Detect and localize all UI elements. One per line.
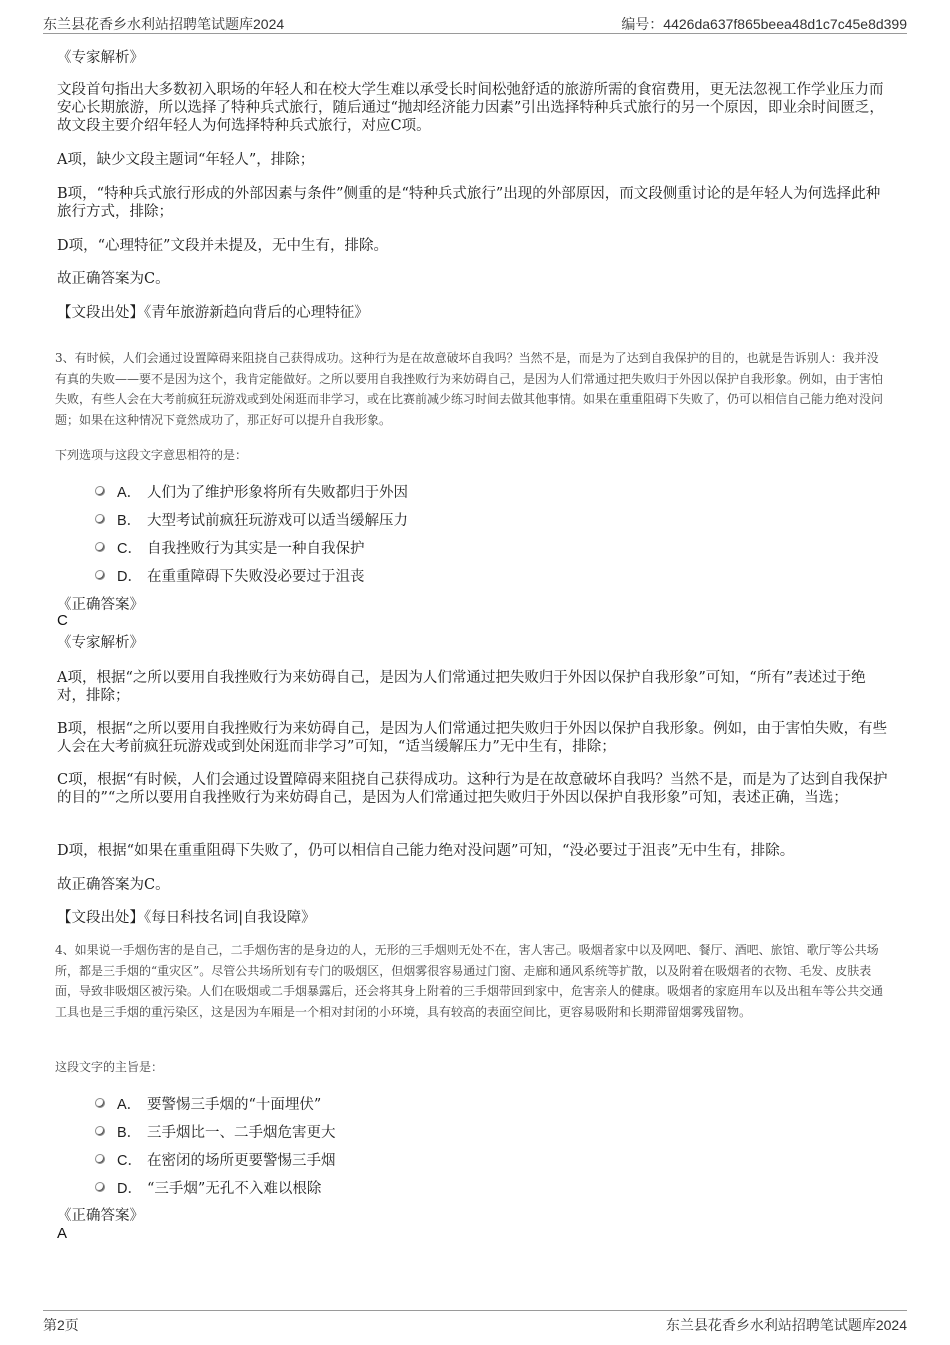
radio-icon[interactable] bbox=[95, 1182, 105, 1192]
q3-prompt: 下列选项与这段文字意思相符的是： bbox=[55, 448, 248, 462]
radio-icon[interactable] bbox=[95, 1098, 105, 1108]
q3-option-c-analysis: C项，根据“有时候，人们会通过设置障碍来阻挠自己获得成功。这种行为是在故意破坏自我吗？当然不是，而是为了达到自我保护的目的”“之所以要用自我挫败行为来妨碍自己，是因为人们常通过把失败归于外因以保护自我形象”可知，表述正确，当选； bbox=[57, 772, 888, 806]
q2-analysis-label: 《专家解析》 bbox=[57, 50, 144, 66]
q4-answer: A bbox=[57, 1225, 68, 1242]
q2-conclusion: 故正确答案为C。 bbox=[57, 271, 170, 287]
header-title: 东兰县花香乡水利站招聘笔试题库2024 bbox=[43, 16, 285, 32]
q2-option-b-analysis: B项，“特种兵式旅行形成的外部因素与条件”侧重的是“特种兵式旅行”出现的外部原因，而文段侧重讨论的是年轻人为何选择此种旅行方式，排除； bbox=[57, 186, 881, 220]
q3-option-b-analysis: B项，根据“之所以要用自我挫败行为来妨碍自己，是因为人们常通过把失败归于外因以保护自我形象。例如，由于害怕失败，有些人会在大考前疯狂玩游戏或到处闲逛而非学习”可知，“适当缓解压力”无中生有，排除； bbox=[57, 721, 888, 755]
q2-option-d-analysis: D项，“心理特征”文段并未提及，无中生有，排除。 bbox=[57, 238, 388, 254]
radio-icon[interactable] bbox=[95, 542, 105, 552]
radio-icon[interactable] bbox=[95, 1126, 105, 1136]
q2-analysis-paragraph: 文段首句指出大多数初入职场的年轻人和在校大学生难以承受长时间松弛舒适的旅游所需的食宿费用，更无法忽视工作学业压力而安心长期旅游，所以选择了特种兵式旅行，随后通过“抛却经济能力因素”引出选择特种兵式旅行的另一个原因，即业余时间匮乏，故文段主要介绍年轻人为何选择特种兵式旅行，对应C项。 bbox=[57, 82, 884, 134]
footer-title: 东兰县花香乡水利站招聘笔试题库2024 bbox=[665, 1317, 907, 1333]
q3-conclusion: 故正确答案为C。 bbox=[57, 877, 170, 893]
page-footer bbox=[43, 1310, 907, 1331]
radio-icon[interactable] bbox=[95, 1154, 105, 1164]
q2-source: 【文段出处】《青年旅游新趋向背后的心理特征》 bbox=[57, 305, 369, 321]
radio-icon[interactable] bbox=[95, 570, 105, 580]
q4-stem: 4、如果说一手烟伤害的是自己，二手烟伤害的是身边的人，无形的三手烟则无处不在，害人害己。吸烟者家中以及网吧、餐厅、酒吧、旅馆、歌厅等公共场所，都是三手烟的“重灾区”。尽管公共场所划有专门的吸烟区，但烟雾很容易通过门窗、走廊和通风系统等扩散，以及附着在吸烟者的衣物、毛发、皮肤表面，导致非吸烟区被污染。人们在吸烟或二手烟暴露后，还会将其身上附着的三手烟带回到家中，危害亲人的健康。吸烟者的家庭用车以及出租车等公共交通工具也是三手烟的重污染区，这是因为车厢是一个相对封闭的小环境，具有较高的表面空间比，更容易吸附和长期滞留烟雾残留物。 bbox=[55, 943, 884, 1019]
q3-option-d-analysis: D项，根据“如果在重重阻碍下失败了，仍可以相信自己能力绝对没问题”可知，“没必要过于沮丧”无中生有，排除。 bbox=[57, 843, 795, 859]
q4-answer-label: 《正确答案》 bbox=[57, 1208, 144, 1224]
q3-answer-label: 《正确答案》 bbox=[57, 597, 144, 613]
header-code: 编号：4426da637f865beea48d1c7c45e8d399 bbox=[621, 16, 907, 32]
page-number: 第2页 bbox=[43, 1317, 79, 1333]
radio-icon[interactable] bbox=[95, 486, 105, 496]
q2-option-a-analysis: A项，缺少文段主题词“年轻人”，排除； bbox=[57, 152, 315, 168]
radio-icon[interactable] bbox=[95, 514, 105, 524]
q4-prompt: 这段文字的主旨是： bbox=[55, 1060, 164, 1074]
q3-stem: 3、有时候，人们会通过设置障碍来阻挠自己获得成功。这种行为是在故意破坏自我吗？当然不是，而是为了达到自我保护的目的，也就是告诉别人：我并没有真的失败——要不是因为这个，我肯定能做好。之所以要用自我挫败行为来妨碍自己，是因为人们常通过把失败归于外因以保护自我形象。例如，由于害怕失败，有些人会在大考前疯狂玩游戏或到处闲逛而非学习，或在比赛前减少练习时间去做其他事情。如果在重重阻碍下失败了，仍可以相信自己能力绝对没问题；如果在这种情况下竟然成功了，那正好可以提升自我形象。 bbox=[55, 351, 884, 427]
q3-option-a-analysis: A项，根据“之所以要用自我挫败行为来妨碍自己，是因为人们常通过把失败归于外因以保护自我形象”可知，“所有”表述过于绝对，排除； bbox=[57, 670, 866, 704]
q3-answer: C bbox=[57, 612, 68, 629]
page-header bbox=[43, 11, 907, 34]
q3-source: 【文段出处】《每日科技名词|自我设障》 bbox=[57, 910, 316, 926]
q3-analysis-label: 《专家解析》 bbox=[57, 635, 144, 651]
